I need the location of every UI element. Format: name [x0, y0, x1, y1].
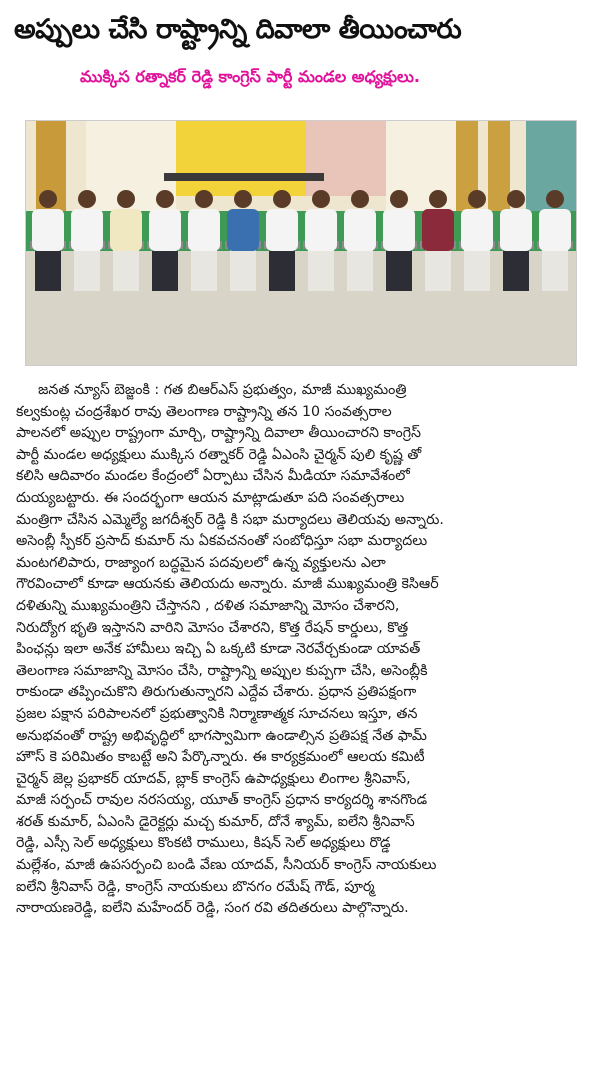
article-body	[16, 380, 584, 920]
subheadline: ముక్కిస రత్నాకర్ రెడ్డి కాంగ్రెస్ పార్టీ మండల అధ్యక్షులు.	[80, 67, 420, 86]
news-photo	[25, 120, 577, 366]
article-line: ఐలేని శ్రీనివాస్ రెడ్డి, కాంగ్రెస్ నాయకులు బొనగం రమేష్ గౌడ్, పూర్మ	[16, 878, 375, 895]
article-line: ప్రజల పక్షాన పరిపాలనలో ప్రభుత్వానికి నిర్మాణాత్మక సూచనలు ఇస్తూ, తన	[16, 705, 418, 722]
article-line: కల్వకుంట్ల చంద్రశేఖర రావు తెలంగాణ రాష్ట్రాన్ని తన 10 సంవత్సరాల	[16, 403, 392, 420]
article-line: పాలనలో అప్పుల రాష్ట్రంగా మార్చి, రాష్ట్రాన్ని దివాలా తీయించారని కాంగ్రెస్	[16, 425, 421, 442]
article-line: మంటగలిపారు, రాజ్యాంగ బద్ధమైన పదవులలో ఉన్న వ్యక్తులను ఎలా	[16, 554, 386, 571]
article-line: తెలంగాణ సమాజాన్ని మోసం చేసి, రాష్ట్రాన్ని అప్పుల కుప్పగా చేసి, అసెంబ్లీకి	[16, 662, 428, 679]
article-line: కలిసి ఆదివారం మండల కేంద్రంలో ఏర్పాటు చేసిన మీడియా సమావేశంలో	[16, 468, 410, 485]
article-line: మంత్రిగా చేసిన ఎమ్మెల్యే జగదీశ్వర్ రెడ్డి కి సభా మర్యాదలు తెలియవు అన్నారు.	[16, 511, 444, 528]
article-line: గౌరవించాలో కూడా ఆయనకు తెలియదు అన్నారు. మాజీ ముఖ్యమంత్రి కెసిఆర్	[16, 576, 439, 593]
article-line: హౌస్ కె పరిమితం కాబట్టే అని పేర్కొన్నారు. ఈ కార్యక్రమంలో ఆలయ కమిటీ	[16, 749, 425, 766]
article-line: రాకుండా తప్పించుకొని తిరుగుతున్నారని ఎద్దేవ చేశారు. ప్రధాన ప్రతిపక్షంగా	[16, 684, 417, 701]
article-line: పార్టీ మండల అధ్యక్షులు ముక్కిస రత్నాకర్ రెడ్డి ఏఎంసి చైర్మన్ పులి కృష్ణ తో	[16, 446, 422, 463]
article-line: దళితున్ని ముఖ్యమంత్రిని చేస్తానని , దళిత సమాజాన్ని మోసం చేశారని,	[16, 597, 400, 614]
article-line: అనుభవంతో రాష్ట్ర అభివృద్ధిలో భాగస్వామిగా ఉండాల్సిన ప్రతిపక్ష నేత ఫామ్	[16, 727, 427, 744]
article-line: నిరుద్యోగ భృతి ఇస్తానని వారిని మోసం చేశారని, కొత్త రేషన్ కార్డులు, కొత్త	[16, 619, 409, 636]
news-photo-illustration	[26, 121, 577, 366]
article-line: నారాయణరెడ్డి, ఐలేని మహేందర్ రెడ్డి, సంగ రవి తదితరులు పాల్గొన్నారు.	[16, 900, 409, 917]
article-line: దుయ్యబట్టారు. ఈ సందర్భంగా ఆయన మాట్లాడుతూ పది సంవత్సరాలు	[16, 489, 405, 506]
article-line: మల్లేశం, మాజీ ఉపసర్పంచి బండి వేణు యాదవ్, సీనియర్ కాంగ్రెస్ నాయకులు	[16, 857, 437, 874]
article-line: మాజీ సర్పంచ్ రావుల నరసయ్య, యూత్ కాంగ్రెస్ ప్రధాన కార్యదర్శి శానగొండ	[16, 792, 428, 809]
headline: అప్పులు చేసి రాష్ట్రాన్ని దివాలా తీయించారు	[14, 14, 462, 45]
article-line: జనత న్యూస్ బెజ్జంకి : గత బిఆర్ఎస్ ప్రభుత్వం, మాజీ ముఖ్యమంత్రి	[38, 382, 407, 398]
article-line: అసెంబ్లీ స్పీకర్ ప్రసాద్ కుమార్ ను ఏకవచనంతో సంబోధిస్తూ సభా మర్యాదలు	[16, 533, 428, 550]
article-line: పింఛన్లు ఇలా అనేక హామీలు ఇచ్చి ఏ ఒక్కటి కూడా నెరవేర్చకుండా యావత్	[16, 641, 421, 658]
article-line: చైర్మన్ జెల్ల ప్రభాకర్ యాదవ్, బ్లాక్ కాంగ్రెస్ ఉపాధ్యక్షులు లింగాల శ్రీనివాస్,	[16, 770, 411, 787]
article-line: శరత్ కుమార్, ఏఎంసి డైరెక్టర్లు మచ్చ కుమార్, దోనే శ్యామ్, ఐలేని శ్రీనివాస్	[16, 813, 415, 830]
article-line: రెడ్డి, ఎస్సీ సెల్ అధ్యక్షులు కొంకటి రాములు, కిషన్ సెల్ అధ్యక్షులు రొడ్డ	[16, 835, 391, 852]
